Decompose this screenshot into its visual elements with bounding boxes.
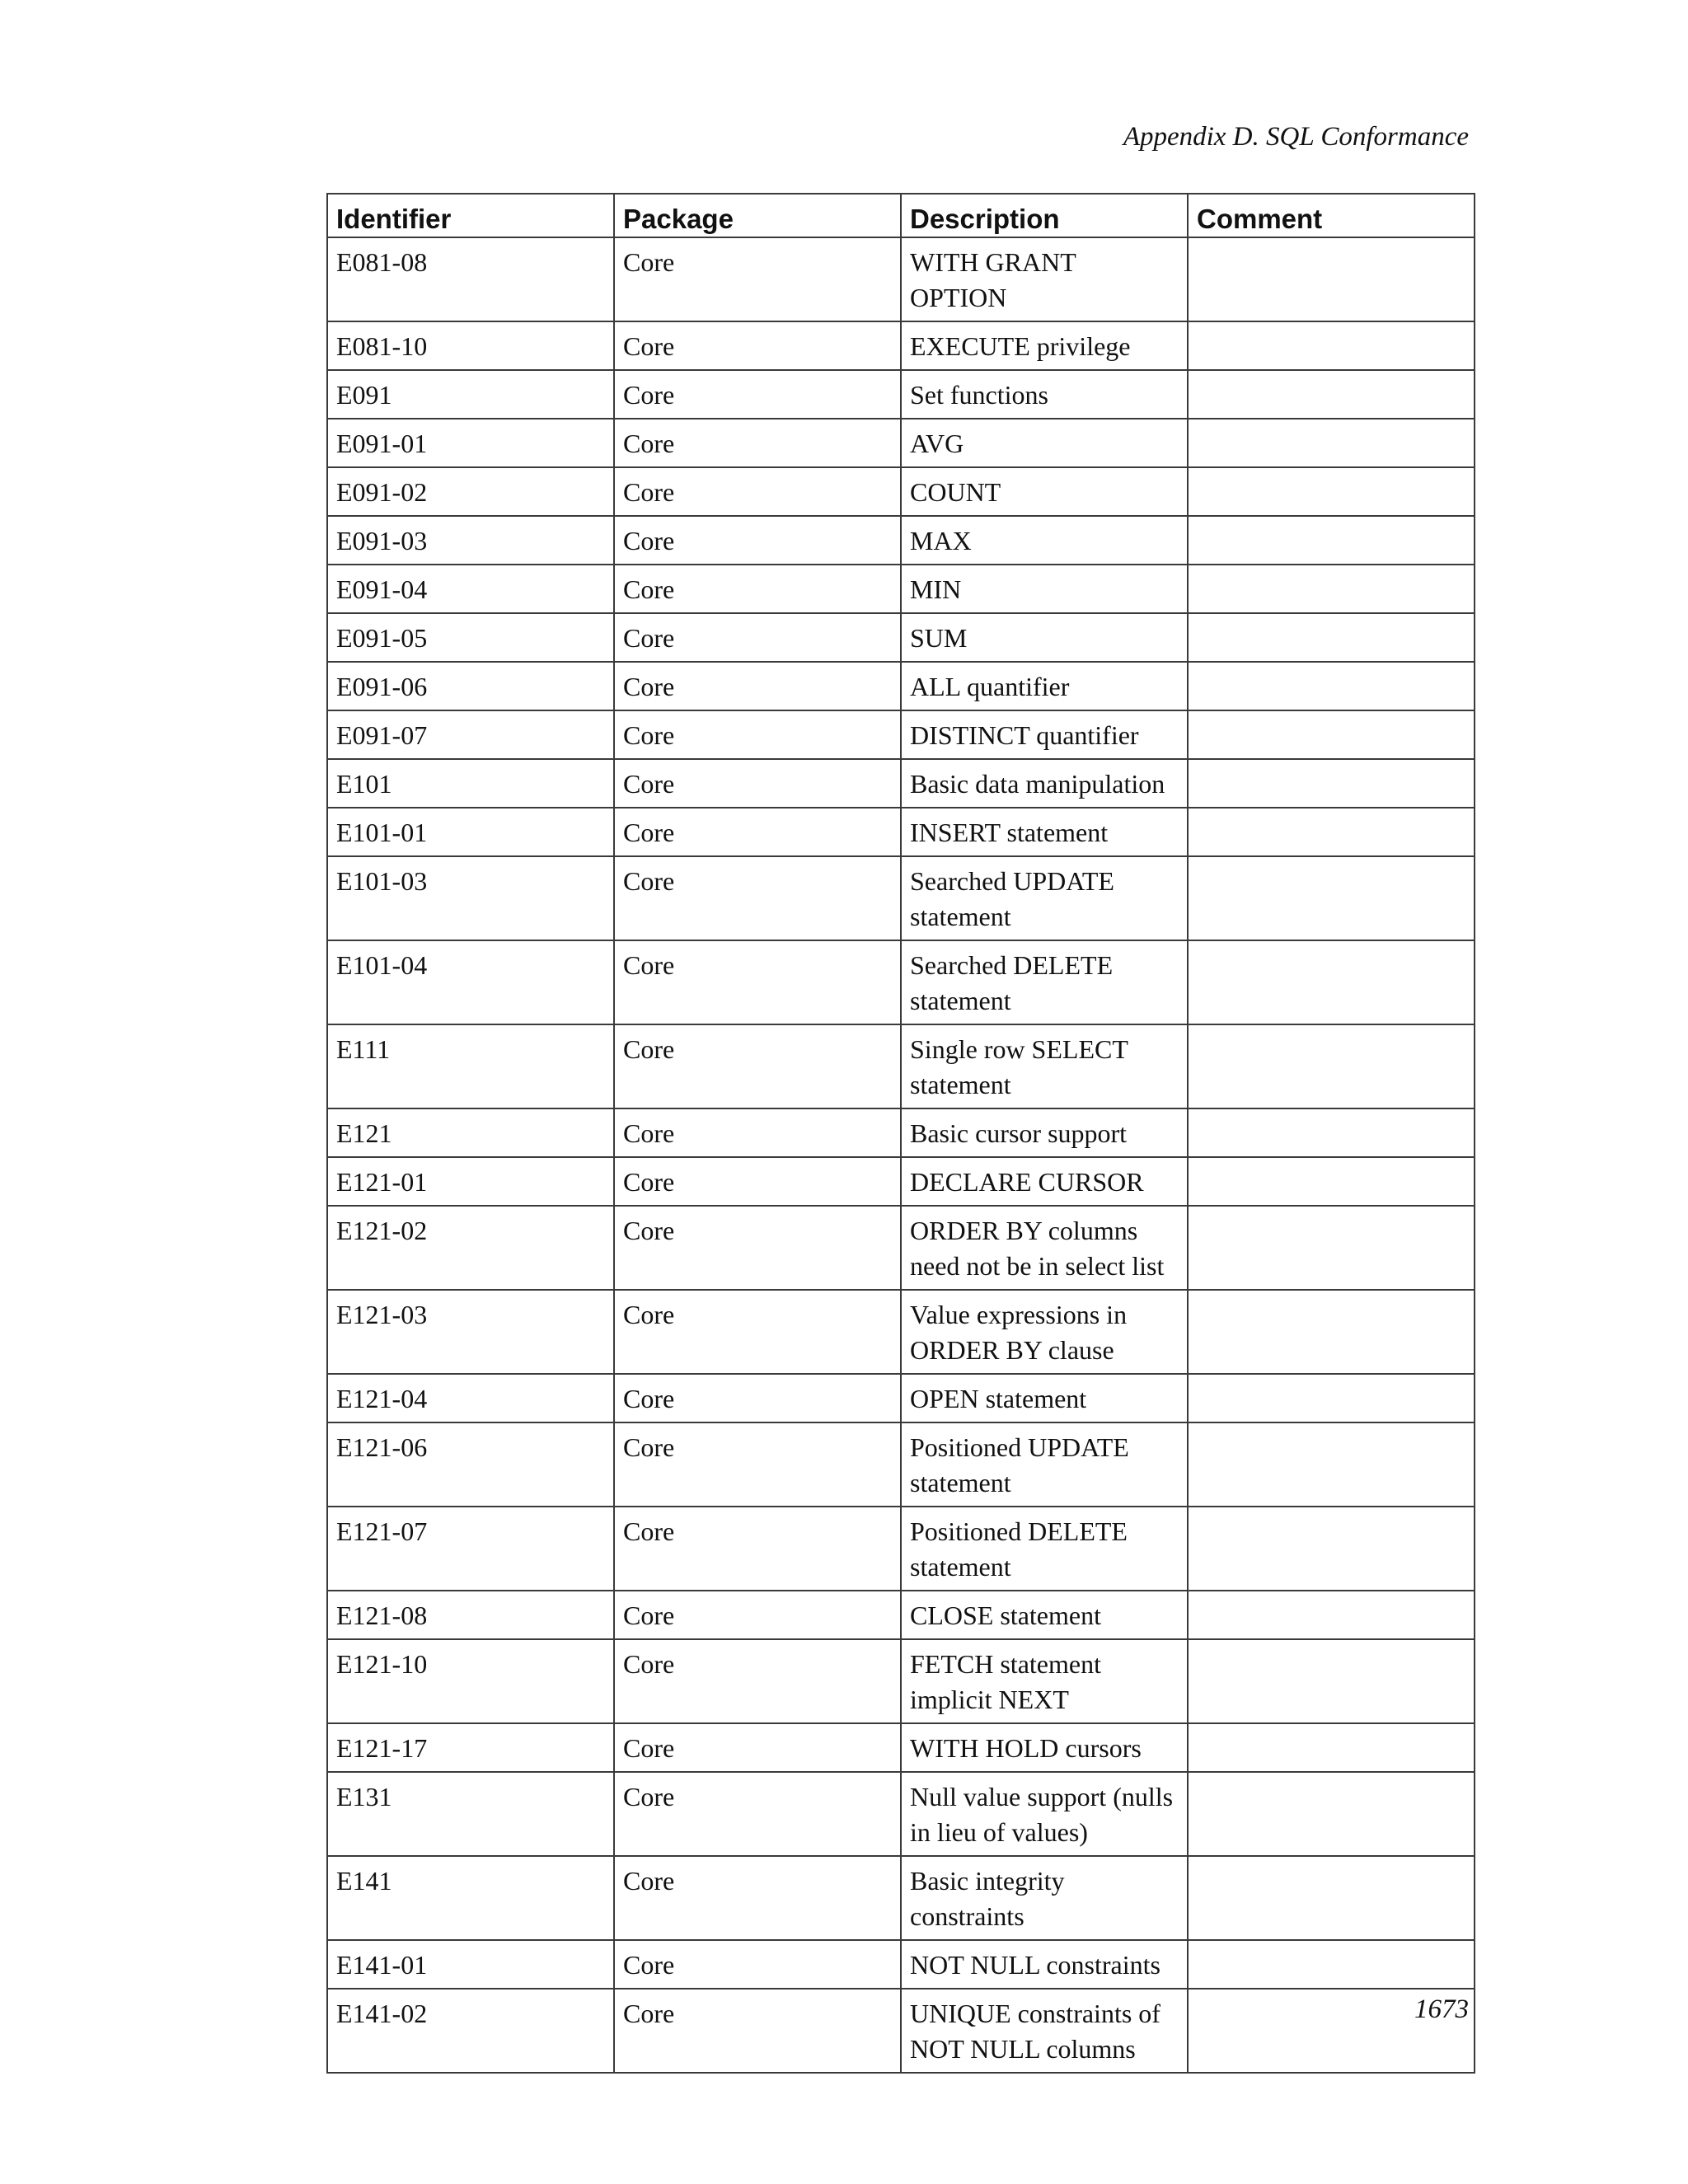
cell-identifier: E091-07 [327,710,614,759]
cell-comment [1188,1422,1475,1507]
cell-comment [1188,759,1475,808]
cell-identifier: E121 [327,1108,614,1157]
cell-package: Core [614,1108,901,1157]
cell-identifier: E141-01 [327,1940,614,1989]
cell-comment [1188,516,1475,565]
table-row [327,1108,1475,1157]
cell-description: Set functions [901,370,1188,419]
table-row [327,467,1475,516]
cell-description: ORDER BY columns need not be in select list [901,1206,1188,1290]
cell-description: Positioned DELETE statement [901,1507,1188,1591]
cell-comment [1188,1290,1475,1374]
cell-package: Core [614,1989,901,2073]
cell-package: Core [614,1507,901,1591]
cell-comment [1188,1723,1475,1772]
cell-package: Core [614,710,901,759]
cell-identifier: E091 [327,370,614,419]
cell-package: Core [614,940,901,1024]
cell-comment [1188,710,1475,759]
cell-description: Null value support (nulls in lieu of values) [901,1772,1188,1856]
cell-comment [1188,856,1475,940]
cell-description: EXECUTE privilege [901,321,1188,370]
table-row [327,759,1475,808]
cell-comment [1188,565,1475,613]
table-row [327,1639,1475,1723]
cell-comment [1188,1374,1475,1422]
table-row [327,808,1475,856]
table-row [327,1157,1475,1206]
cell-identifier: E121-01 [327,1157,614,1206]
cell-comment [1188,1639,1475,1723]
cell-description: Basic integrity constraints [901,1856,1188,1940]
column-header-comment: Comment [1188,194,1475,237]
cell-package: Core [614,808,901,856]
cell-identifier: E101-01 [327,808,614,856]
cell-package: Core [614,467,901,516]
table-row [327,856,1475,940]
page-number: 1673 [1414,1994,1469,2024]
table-row [327,237,1475,321]
cell-description: UNIQUE constraints of NOT NULL columns [901,1989,1188,2073]
cell-comment [1188,321,1475,370]
cell-comment [1188,1206,1475,1290]
table-row [327,370,1475,419]
cell-description: MIN [901,565,1188,613]
cell-comment [1188,1157,1475,1206]
cell-identifier: E091-03 [327,516,614,565]
table-row [327,565,1475,613]
cell-comment [1188,1507,1475,1591]
cell-description: Basic data manipulation [901,759,1188,808]
cell-description: COUNT [901,467,1188,516]
cell-description: Positioned UPDATE statement [901,1422,1188,1507]
cell-identifier: E121-08 [327,1591,614,1639]
table-row [327,1772,1475,1856]
cell-description: AVG [901,419,1188,467]
table-row [327,1374,1475,1422]
cell-comment [1188,1024,1475,1108]
cell-identifier: E121-02 [327,1206,614,1290]
cell-comment [1188,370,1475,419]
table-row [327,1024,1475,1108]
cell-identifier: E121-10 [327,1639,614,1723]
cell-identifier: E111 [327,1024,614,1108]
cell-identifier: E091-05 [327,613,614,662]
cell-identifier: E131 [327,1772,614,1856]
cell-package: Core [614,856,901,940]
table-body [327,237,1475,2073]
sql-conformance-table [326,193,1475,2074]
cell-description: MAX [901,516,1188,565]
cell-package: Core [614,1940,901,1989]
running-header: Appendix D. SQL Conformance [1123,122,1469,152]
cell-package: Core [614,1591,901,1639]
table-row [327,1422,1475,1507]
table-row [327,419,1475,467]
cell-identifier: E081-08 [327,237,614,321]
cell-identifier: E141-02 [327,1989,614,2073]
cell-identifier: E121-17 [327,1723,614,1772]
cell-package: Core [614,1206,901,1290]
cell-identifier: E121-06 [327,1422,614,1507]
cell-package: Core [614,613,901,662]
cell-description: FETCH statement implicit NEXT [901,1639,1188,1723]
cell-comment [1188,808,1475,856]
cell-package: Core [614,516,901,565]
cell-package: Core [614,1856,901,1940]
cell-package: Core [614,1422,901,1507]
table-row [327,1856,1475,1940]
cell-comment [1188,613,1475,662]
table-row [327,1723,1475,1772]
cell-comment [1188,1108,1475,1157]
cell-description: WITH HOLD cursors [901,1723,1188,1772]
cell-comment [1188,1940,1475,1989]
table-row [327,1591,1475,1639]
cell-identifier: E091-06 [327,662,614,710]
cell-package: Core [614,419,901,467]
table-row [327,516,1475,565]
cell-comment [1188,237,1475,321]
cell-description: DECLARE CURSOR [901,1157,1188,1206]
cell-comment [1188,1772,1475,1856]
table-row [327,1290,1475,1374]
cell-description: Searched UPDATE statement [901,856,1188,940]
cell-identifier: E101-03 [327,856,614,940]
table-row [327,1206,1475,1290]
cell-comment [1188,419,1475,467]
cell-identifier: E101 [327,759,614,808]
table-row [327,321,1475,370]
table-row [327,662,1475,710]
column-header-package: Package [614,194,901,237]
cell-identifier: E101-04 [327,940,614,1024]
cell-comment [1188,1591,1475,1639]
cell-package: Core [614,565,901,613]
cell-package: Core [614,1772,901,1856]
cell-package: Core [614,662,901,710]
cell-package: Core [614,1374,901,1422]
cell-description: OPEN statement [901,1374,1188,1422]
cell-description: CLOSE statement [901,1591,1188,1639]
cell-comment [1188,940,1475,1024]
cell-package: Core [614,1024,901,1108]
table-row [327,1507,1475,1591]
cell-identifier: E121-07 [327,1507,614,1591]
table-row [327,940,1475,1024]
cell-identifier: E091-04 [327,565,614,613]
cell-comment [1188,467,1475,516]
cell-description: DISTINCT quantifier [901,710,1188,759]
table-row [327,1940,1475,1989]
cell-description: INSERT statement [901,808,1188,856]
cell-description: SUM [901,613,1188,662]
cell-identifier: E121-03 [327,1290,614,1374]
cell-package: Core [614,1723,901,1772]
table-row [327,613,1475,662]
cell-comment [1188,662,1475,710]
cell-description: NOT NULL constraints [901,1940,1188,1989]
cell-package: Core [614,321,901,370]
cell-description: Basic cursor support [901,1108,1188,1157]
cell-package: Core [614,1639,901,1723]
cell-package: Core [614,237,901,321]
cell-identifier: E091-02 [327,467,614,516]
cell-comment [1188,1856,1475,1940]
table-header-row [327,194,1475,237]
table-row [327,1989,1475,2073]
cell-identifier: E121-04 [327,1374,614,1422]
cell-package: Core [614,759,901,808]
cell-description: WITH GRANT OPTION [901,237,1188,321]
table-row [327,710,1475,759]
cell-package: Core [614,370,901,419]
column-header-description: Description [901,194,1188,237]
cell-identifier: E081-10 [327,321,614,370]
cell-package: Core [614,1290,901,1374]
cell-identifier: E141 [327,1856,614,1940]
column-header-identifier: Identifier [327,194,614,237]
cell-description: Searched DELETE statement [901,940,1188,1024]
cell-package: Core [614,1157,901,1206]
cell-description: Single row SELECT statement [901,1024,1188,1108]
cell-description: Value expressions in ORDER BY clause [901,1290,1188,1374]
cell-description: ALL quantifier [901,662,1188,710]
cell-identifier: E091-01 [327,419,614,467]
